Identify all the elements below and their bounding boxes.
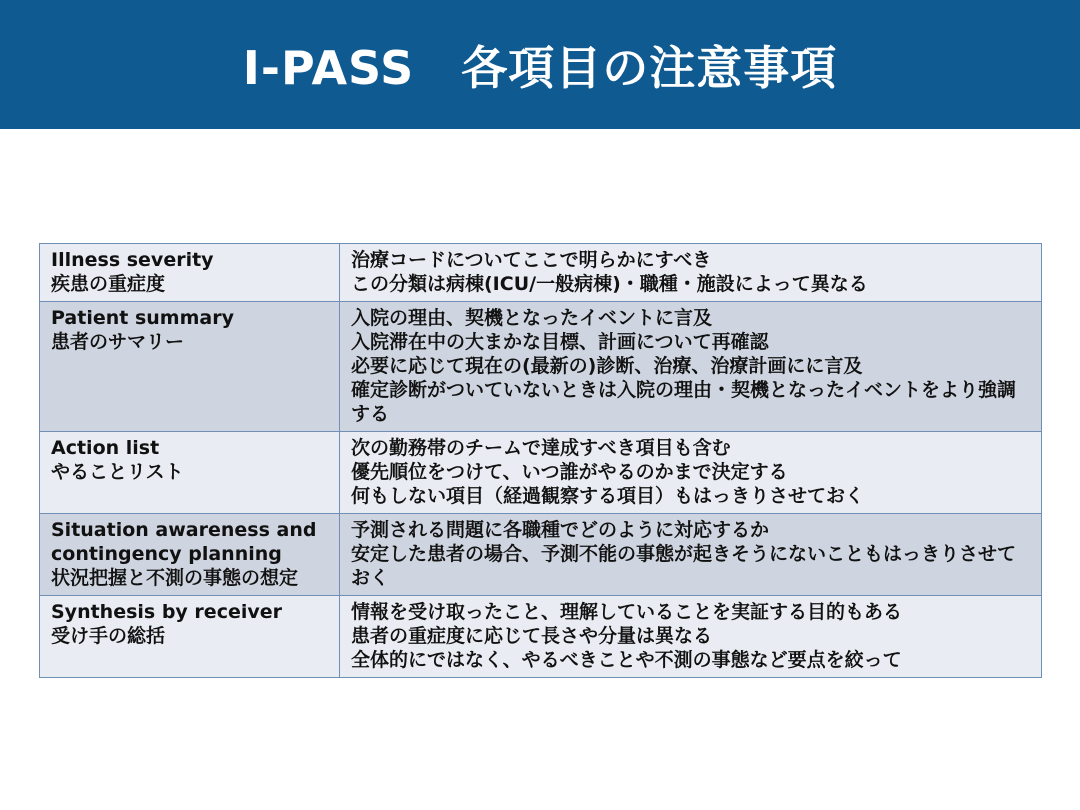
item-label-ja: 疾患の重症度 [51, 273, 166, 295]
note-line: 安定した患者の場合、予測不能の事態が起きそうにないこともはっきりさせておく [351, 543, 1017, 589]
item-notes-cell [340, 514, 1042, 596]
item-label-en: Synthesis by receiver [51, 601, 282, 623]
note-line: 優先順位をつけて、いつ誰がやるのかまで決定する [351, 461, 788, 483]
item-label-ja: 患者のサマリー [51, 331, 185, 353]
note-line: 患者の重症度に応じて長さや分量は異なる [351, 625, 713, 647]
note-line: 全体的にではなく、やるべきことや不測の事態など要点を絞って [351, 649, 902, 671]
page-title: I-PASS 各項目の注意事項 [242, 40, 838, 95]
item-label-en: Action list [51, 437, 160, 459]
note-line: 何もしない項目（経過観察する項目）もはっきりさせておく [351, 485, 865, 507]
item-notes-cell [340, 302, 1042, 432]
table-row [40, 596, 1042, 678]
item-notes-cell [340, 244, 1042, 302]
note-line: 治療コードについてここで明らかにすべき [351, 249, 712, 271]
title-banner [0, 0, 1080, 129]
item-label-cell [40, 514, 340, 596]
item-label-en: Situation awareness and [51, 519, 317, 541]
item-label-ja: 状況把握と不測の事態の想定 [51, 567, 299, 589]
item-notes-cell [340, 432, 1042, 514]
note-line: 次の勤務帯のチームで達成すべき項目も含む [351, 437, 731, 459]
table-row [40, 514, 1042, 596]
note-line: 入院の理由、契機となったイベントに言及 [351, 307, 713, 329]
item-label-ja: やることリスト [51, 461, 184, 483]
note-line: この分類は病棟(ICU/一般病棟)・職種・施設によって異なる [351, 273, 868, 295]
note-line: 確定診断がついていないときは入院の理由・契機となったイベントをより強調する [351, 379, 1017, 425]
item-label-cell [40, 432, 340, 514]
note-line: 必要に応じて現在の(最新の)診断、治療、治療計画にに言及 [351, 355, 863, 377]
note-line: 情報を受け取ったこと、理解していることを実証する目的もある [351, 601, 903, 623]
item-notes-cell [340, 596, 1042, 678]
table-row [40, 244, 1042, 302]
item-label-en: Patient summary [51, 307, 234, 329]
item-label-ja: 受け手の総括 [51, 625, 166, 647]
table-row [40, 432, 1042, 514]
item-label-en: Illness severity [51, 249, 214, 271]
note-line: 入院滞在中の大まかな目標、計画について再確認 [351, 331, 769, 353]
item-label-en: contingency planning [51, 543, 282, 565]
ipass-table [39, 243, 1042, 678]
item-label-cell [40, 302, 340, 432]
note-line: 予測される問題に各職種でどのように対応するか [351, 519, 770, 541]
item-label-cell [40, 596, 340, 678]
table-row [40, 302, 1042, 432]
item-label-cell [40, 244, 340, 302]
